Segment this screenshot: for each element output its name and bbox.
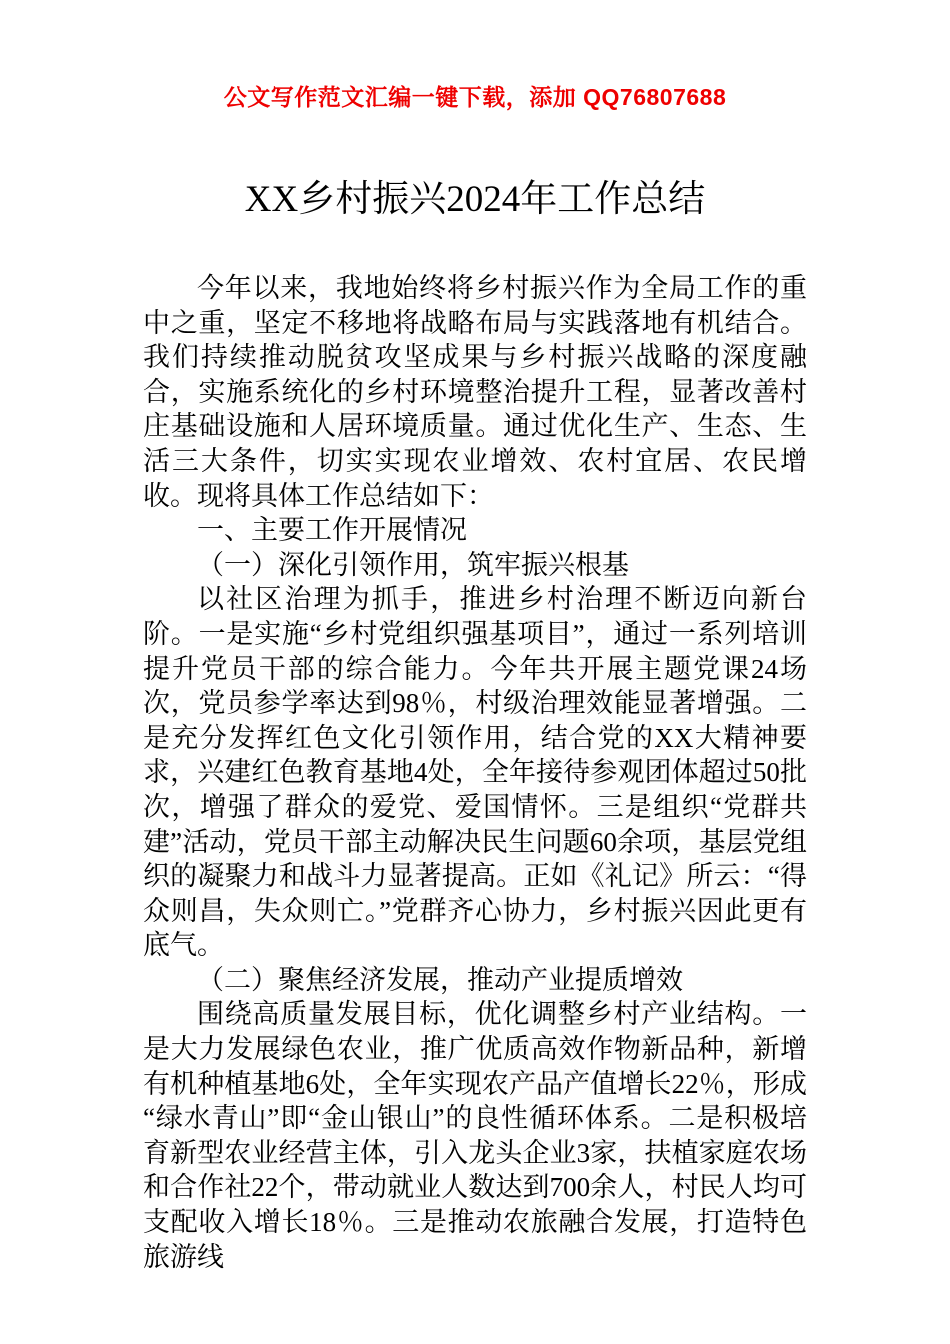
body-paragraph: 今年以来，我地始终将乡村振兴作为全局工作的重中之重，坚定不移地将战略布局与实践落地有机结合。我们持续推动脱贫攻坚成果与乡村振兴战略的深度融合，实施系统化的乡村环境整治提升工程，显著改善村庄基础设施和人居环境质量。通过优化生产、生态、生活三大条件，切实实现农业增效、农村宜居、农民增收。现将具体工作总结如下： [143,273,807,511]
section-heading: 一、主要工作开展情况 [197,515,467,546]
document-body [143,271,807,1274]
section-heading: （一）深化引领作用，筑牢振兴根基 [197,549,629,580]
body-paragraph: 围绕高质量发展目标，优化调整乡村产业结构。一是大力发展绿色农业，推广优质高效作物新品种，新增有机种植基地6处，全年实现农产品产值增长22％，形成“绿水青山”即“金山银山”的良性循环体系。二是积极培育新型农业经营主体，引入龙头企业3家，扶植家庭农场和合作社22个，带动就业人数达到700余人，村民人均可支配收入增长18％。三是推动农旅融合发展，打造特色旅游线 [143,999,807,1272]
promo-banner-text: 公文写作范文汇编一键下载，添加 QQ76807688 [223,84,727,110]
section-heading: （二）聚焦经济发展，推动产业提质增效 [197,964,683,995]
body-paragraph: 以社区治理为抓手，推进乡村治理不断迈向新台阶。一是实施“乡村党组织强基项目”，通过一系列培训提升党员干部的综合能力。今年共开展主题党课24场次，党员参学率达到98％，村级治理效能显著增强。二是充分发挥红色文化引领作用，结合党的XX大精神要求，兴建红色教育基地4处，全年接待参观团体超过50批次，增强了群众的爱党、爱国情怀。三是组织“党群共建”活动，党员干部主动解决民生问题60余项，基层党组织的凝聚力和战斗力显著提高。正如《礼记》所云：“得众则昌，失众则亡。”党群齐心协力，乡村振兴因此更有底气。 [143,584,807,961]
document-title: XX乡村振兴2024年工作总结 [244,179,706,220]
